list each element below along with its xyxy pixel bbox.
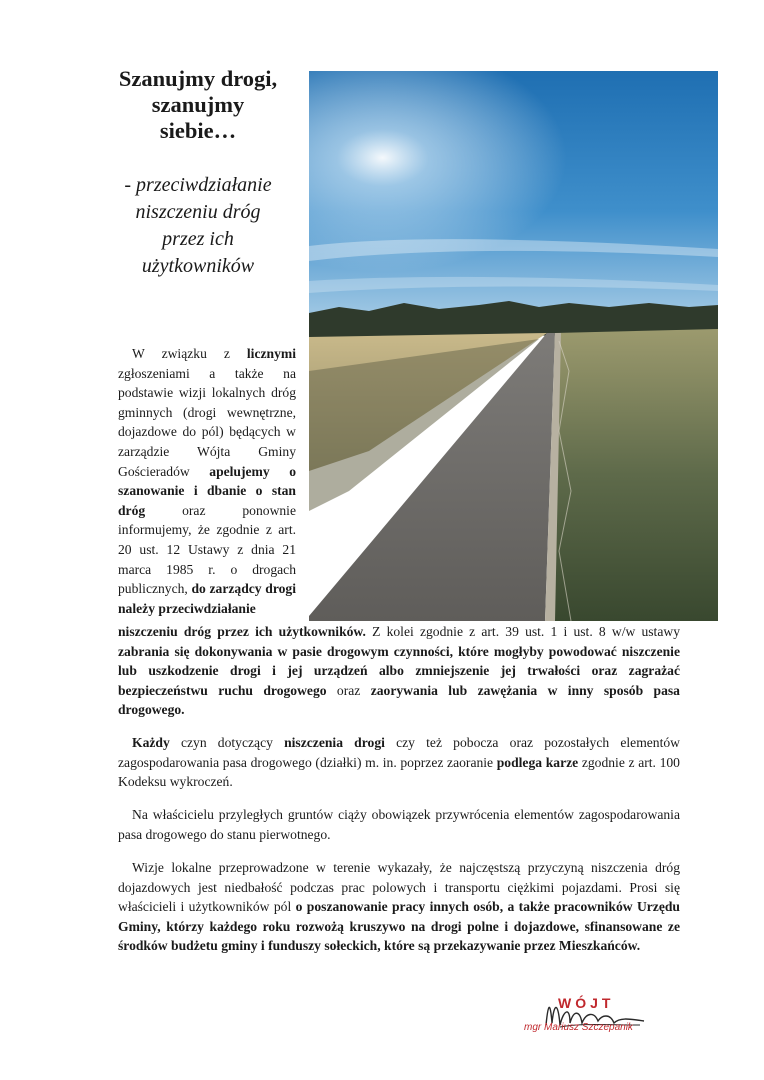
text-run: W związku z: [132, 346, 247, 361]
subtitle-line: niszczeniu dróg: [135, 201, 261, 223]
text-run: apelujemy o szanowanie i dbanie o stan dróg: [118, 463, 297, 518]
document-subtitle: [108, 172, 288, 280]
text-run: oraz: [326, 682, 371, 698]
signature-name: mgr Mariusz Szczepanik: [524, 1022, 633, 1033]
text-run: zabrania się dokonywania w pasie drogowym czynności, które mogłyby powodować niszczenie lub uszkodzenie drogi i jej urządzeń albo zmniejszenie jej trwałości oraz zagrażać bezpieczeństwu ruchu drogowego: [118, 643, 680, 698]
text-run: zaorywania lub zawężania w inny sposób pasa drogowego.: [118, 682, 680, 718]
road-through-fields-photo: [309, 71, 718, 621]
text-run: oraz ponownie informujemy, że zgodnie z art. 20 ust. 12 Ustawy z dnia 21 marca 1985 r. o drogach publicznych,: [118, 502, 296, 597]
penalty-paragraph: [118, 733, 680, 792]
text-run: niszczenia drogi: [284, 735, 385, 750]
title-line: szanujmy: [151, 92, 245, 117]
document-title: [100, 66, 296, 144]
text-run: Wizje lokalne przeprowadzone w terenie wykazały, że najczęstszą przyczyną niszczenia dróg dojazdowych jest niedbałość podczas prac polowych i transportu ciężkimi pojazdami. Prosi się właścicieli i użytkowników pól: [118, 860, 680, 915]
intro-paragraph: [118, 344, 296, 618]
signature-title: WÓJT: [558, 995, 615, 1011]
text-run: podlega karze: [496, 754, 579, 770]
title-line: siebie…: [159, 118, 237, 143]
text-run: do zarządcy drogi należy przeciwdziałanie: [118, 581, 296, 616]
text-run: niszczeniu dróg przez ich użytkowników.: [118, 624, 366, 639]
text-run: czy też pobocza oraz pozostałych elementów zagospodarowania pasa drogowego (działki) m. in. poprzez zaoranie: [118, 735, 680, 770]
title-line: Szanujmy drogi,: [118, 66, 278, 91]
signature-stamp: [522, 995, 652, 1045]
owner-obligation-paragraph: [118, 805, 680, 844]
text-run: Na właścicielu przyległych gruntów ciąży obowiązek przywrócenia elementów zagospodarowania pasa drogowego do stanu pierwotnego.: [118, 807, 680, 842]
subtitle-line: - przeciwdziałanie: [124, 174, 272, 196]
text-run: o poszanowanie pracy innych osób, a także pracowników Urzędu Gminy, którzy każdego roku rozwożą kruszywo na drogi polne i dojazdowe, sfinansowane ze środków budżetu gminy i funduszy sołeckich, które są przekazywanie przez Mieszkańców.: [118, 899, 680, 954]
text-run: Z kolei zgodnie z art. 39 ust. 1 i ust. 8 w/w ustawy: [365, 624, 680, 639]
text-run: licznymi: [246, 346, 296, 361]
subtitle-line: przez ich: [162, 228, 234, 250]
text-run: zgłoszeniami a także na podstawie wizji lokalnych dróg gminnych (drogi wewnętrzne, dojazdowe do pól) będących w zarządzie Wójta Gminy Gościeradów: [118, 365, 296, 479]
inspection-paragraph: [118, 858, 680, 956]
text-run: zgodnie z art. 100 Kodeksu wykroczeń.: [118, 754, 680, 790]
subtitle-line: użytkowników: [141, 255, 255, 277]
text-run: czyn dotyczący: [169, 735, 285, 750]
intro-paragraph-continued: [118, 622, 680, 720]
text-run: Każdy: [132, 735, 170, 750]
